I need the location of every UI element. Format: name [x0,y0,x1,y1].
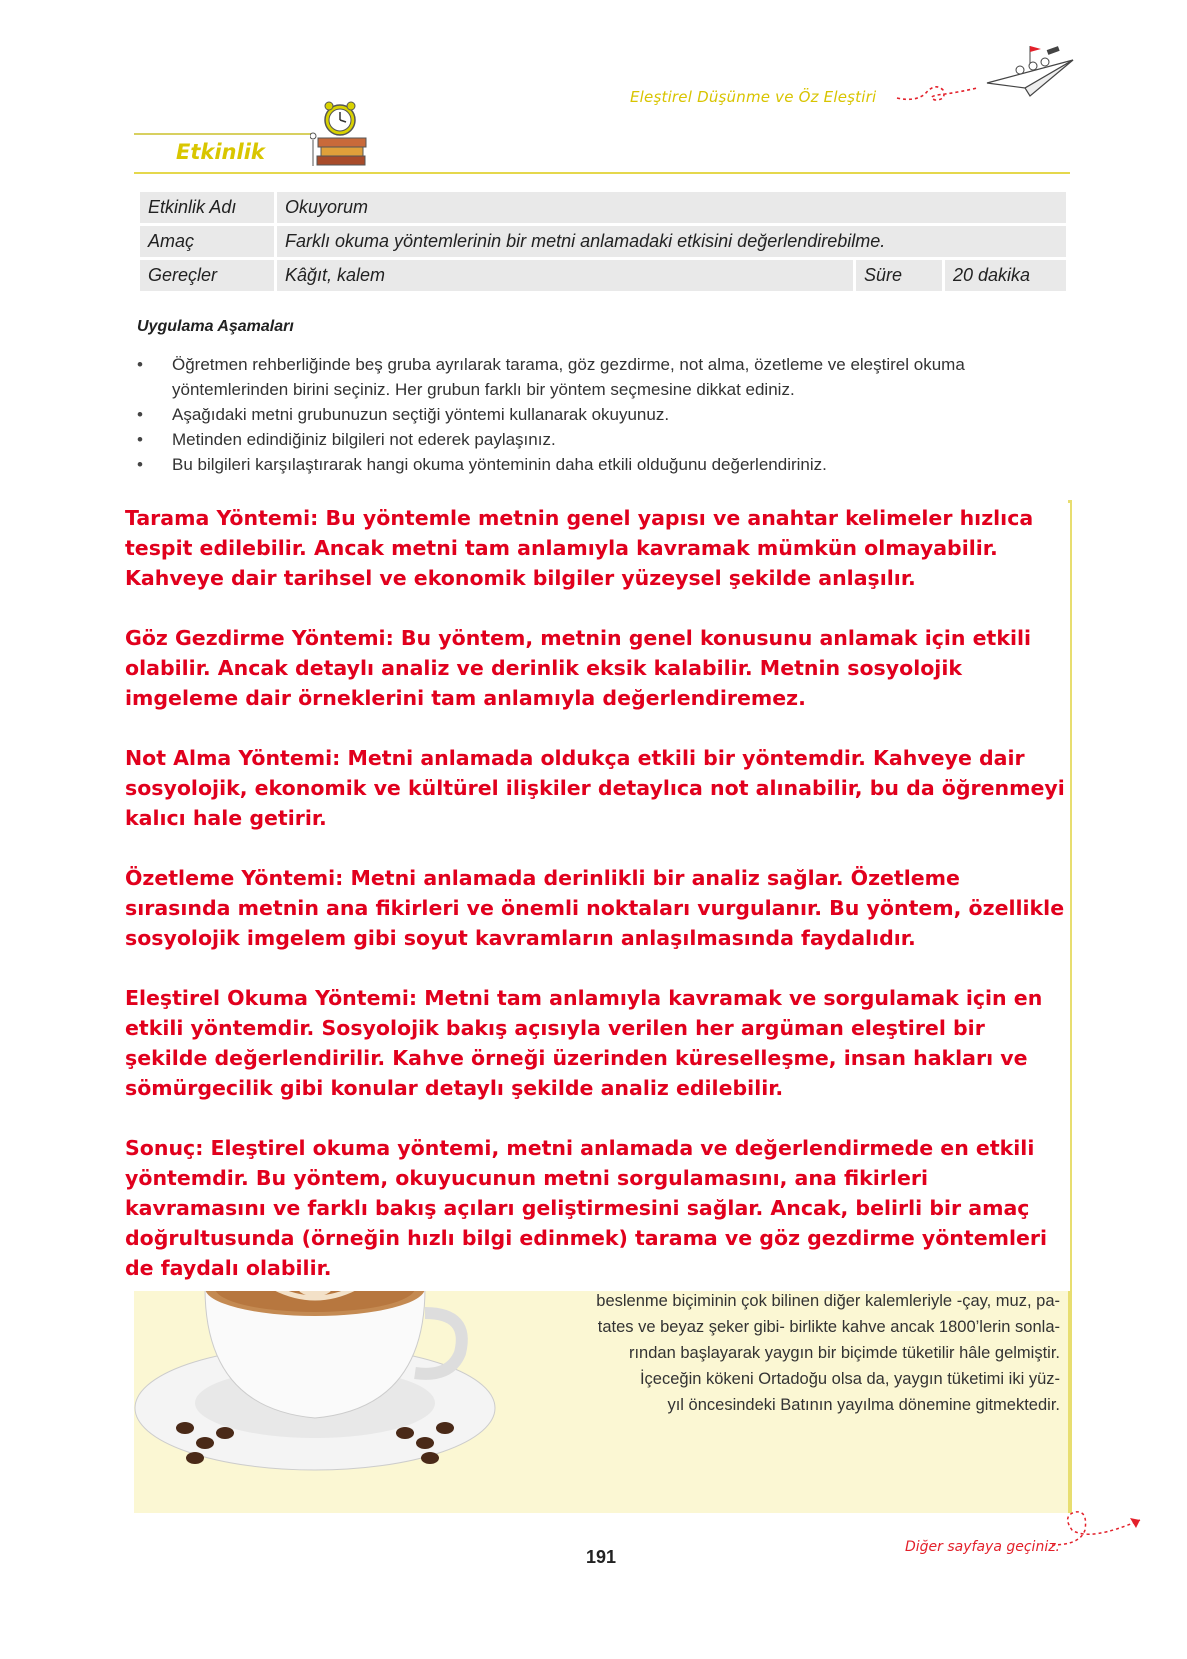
coffee-cup-image [125,1258,505,1488]
page-number: 191 [586,1547,617,1567]
reading-line: tates ve beyaz şeker gibi- birlikte kahve ancak 1800’lerin sonla- [597,1318,1060,1336]
chapter-title: Eleştirel Düşünme ve Öz Eleştiri [630,88,877,106]
goal-value: Farklı okuma yöntemlerinin bir metni anlamadaki etkisini değerlendirebilme. [277,226,1066,257]
next-page-hint: Diğer sayfaya geçiniz. [905,1539,1061,1555]
reading-line: İçeceğin kökeni Ortadoğu olsa da, yaygın tüketimi iki yüz- [639,1370,1060,1388]
goal-key: Amaç [140,226,274,257]
table-row [140,260,1066,291]
list-item: • Öğretmen rehberliğinde beş gruba ayrılarak tarama, göz gezdirme, not alma, özetleme ve eleştirel okuma yöntemlerinden birini seçiniz. Her grubun farklı bir yöntem seçmesine dikkat ediniz. [137,352,1077,402]
dotted-loop-icon [895,80,980,110]
answer-paragraph: Not Alma Yöntemi: Metni anlamada oldukça etkili bir yöntemdir. Kahveye dair sosyolojik, ekonomik ve kültürel ilişkiler detaylıca not alınabilir, bu da öğrenmeyi kalıcı hale getirir. [125,746,1065,830]
answer-paragraph: Tarama Yöntemi: Bu yöntemle metnin genel yapısı ve anahtar kelimeler hızlıca tespit edilebilir. Ancak metni tam anlamıyla kavramak mümkün olmayabilir. Kahveye dair tarihsel ve ekonomik bilgiler yüzeysel şekilde anlaşılır. [125,506,1034,590]
activity-name-key: Etkinlik Adı [140,192,274,223]
answer-overlay [125,503,1070,1291]
activity-info-table [137,189,1069,294]
divider [134,172,1070,174]
list-item: • Metinden edindiğiniz bilgileri not ederek paylaşınız. [137,427,1077,452]
paper-plane-icon [985,38,1075,98]
alarm-clock-books-icon [310,100,370,168]
answer-paragraph: Sonuç: Eleştirel okuma yöntemi, metni anlamada ve değerlendirmede en etkili yöntemdir. Bu yöntem, okuyucunun metni sorgulamasını, ana fikirleri kavramasını ve farklı bakış açıları geliştirmesini sağlar. Ancak, belirli bir amaç doğrultusunda (örneğin hızlı bilgi edinmek) tarama ve göz gezdirme yöntemleri de faydalı olabilir. [125,1136,1048,1280]
answer-paragraph: Eleştirel Okuma Yöntemi: Metni tam anlamıyla kavramak ve sorgulamak için en etkili yöntemdir. Sosyolojik bakış açısıyla verilen her argüman eleştirel bir şekilde değerlendirilir. Kahve örneği üzerinden küreselleşme, insan hakları ve sömürgecilik gibi konular detaylı şekilde analiz edilebilir. [125,986,1043,1100]
reading-line: rından başlayarak yaygın bir biçimde tüketilir hâle gelmiştir. [628,1344,1060,1362]
steps-title: Uygulama Aşamaları [137,318,294,335]
list-item: • Aşağıdaki metni grubunuzun seçtiği yöntemi kullanarak okuyunuz. [137,402,1077,427]
table-row [140,192,1066,223]
materials-value: Kâğıt, kalem [277,260,853,291]
duration-value: 20 dakika [945,260,1066,291]
dotted-arrow-icon [1050,1500,1150,1550]
materials-key: Gereçler [140,260,274,291]
steps-list [137,352,1077,477]
list-item: • Bu bilgileri karşılaştırarak hangi okuma yönteminin daha etkili olduğunu değerlendiriniz. [137,452,1077,477]
table-row [140,226,1066,257]
answer-paragraph: Göz Gezdirme Yöntemi: Bu yöntem, metnin genel konusunu anlamak için etkili olabilir. Ancak detaylı analiz ve derinlik eksik kalabilir. Metnin sosyolojik imgeleme dair örneklerini tam anlamıyla değerlendiremez. [125,626,1032,710]
duration-key: Süre [856,260,942,291]
reading-line: beslenme biçiminin çok bilinen diğer kalemleriyle -çay, muz, pa- [596,1292,1060,1310]
reading-line: yıl öncesindeki Batının yayılma dönemine gitmektedir. [667,1396,1060,1414]
activity-label: Etkinlik [176,140,265,164]
divider [134,133,314,135]
activity-name-value: Okuyorum [277,192,1066,223]
answer-paragraph: Özetleme Yöntemi: Metni anlamada derinlikli bir analiz sağlar. Özetleme sırasında metnin ana fikirleri ve önemli noktaları vurgulanır. Bu yöntem, özellikle sosyolojik imgelem gibi soyut kavramların anlaşılmasında faydalıdır. [125,866,1065,950]
